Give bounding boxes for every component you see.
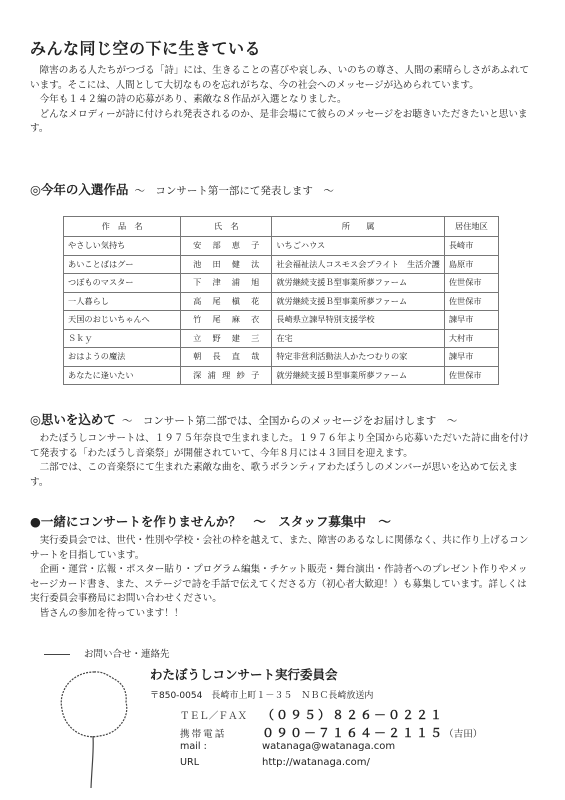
message-paragraph: 二部では、この音楽祭にて生まれた素敵な曲を、歌うボランティアわたぼうしのメンバーが思いを込めて伝えます。 [30,462,518,488]
author-name-cell: 池田健汰 [181,255,272,274]
phone-label: ＴＥＬ／ＦＡＸ [180,711,248,722]
section-heading-winners [30,180,334,198]
website-link[interactable]: http://watanaga.com/ [262,757,370,768]
author-name-cell: 深浦理紗子 [181,366,272,385]
winners-table-body [64,237,499,385]
affiliation-cell: 就労継続支援Ｂ型事業所夢ファーム [272,274,445,293]
affiliation-cell: 就労継続支援Ｂ型事業所夢ファーム [272,366,445,385]
postal-address: 〒850-0054 長崎市上町１－３５ ＮＢＣ長崎放送内 [150,691,374,701]
area-cell: 大村市 [444,329,498,348]
intro-paragraph: どんなメロディーが詩に付けられ発表されるのか、是非会場にて彼らのメッセージをお聴きいただきたいと思います。 [30,108,528,134]
staff-paragraph: 企画・運営・広報・ポスター貼り・プログラム編集・チケット販売・舞台演出・作詩者へのプレゼント作りやメッセージカード書き、また、ステージで詩を手話で伝えてくださる方（初心者大歓迎！）も募集しています。詳しくは実行委員会事務局にお問い合わせください。 [30,564,528,604]
affiliation-cell: 社会福祉法人コスモス会プライト 生活介護 [272,255,445,274]
message-paragraph: わたぼうしコンサートは、１９７５年奈良で生まれました。１９７６年より全国から応募いただいた詩に曲を付けて発表する「わたぼうし音楽祭」が開催されていて、今年８月には４３回目を迎えます。 [30,433,529,459]
work-title-cell: おはようの魔法 [64,348,181,367]
author-name-cell: 下津浦旭 [181,274,272,293]
work-title-cell: あいことばはグー [64,255,181,274]
area-cell: 島原市 [444,255,498,274]
area-cell: 佐世保市 [444,292,498,311]
dandelion-logo-icon [58,668,130,792]
message-text [30,432,535,490]
section-subtitle: ～ コンサート第二部では、全国からのメッセージをお届けします ～ [121,415,458,427]
work-title-cell: やさしい気持ち [64,237,181,256]
area-cell: 諫早市 [444,348,498,367]
page-title: みんな同じ空の下に生きている [30,39,262,58]
work-title-cell: つぼものマスター [64,274,181,293]
author-name-cell: 竹尾麻衣 [181,311,272,330]
table-header-row [64,217,499,237]
phone-number: （０９５）８２６－０２２１ [262,708,445,722]
winners-table [63,216,499,385]
author-name-cell: 朝長直哉 [181,348,272,367]
double-circle-icon: ◎ [30,182,41,197]
affiliation-cell: 在宅 [272,329,445,348]
author-name-cell: 安部恵子 [181,237,272,256]
table-row [64,274,499,293]
area-cell: 長崎市 [444,237,498,256]
area-cell: 諫早市 [444,311,498,330]
section-heading-message [30,410,457,428]
url-label: URL [180,757,200,768]
work-title-cell: Ｓｋｙ [64,329,181,348]
contact-mobile-row [180,724,482,741]
section-title: 今年の入選作品 [40,182,129,197]
work-title-cell: あなたに逢いたい [64,366,181,385]
table-row [64,348,499,367]
bullet-icon: ● [30,514,41,529]
section-heading-staff [30,512,391,530]
contact-mail-row [180,741,395,752]
column-header: 作 品 名 [64,217,181,237]
table-row [64,329,499,348]
email-link[interactable]: watanaga@watanaga.com [262,741,396,752]
section-title: 思いを込めて [40,412,116,427]
section-subtitle: ～ コンサート第一部にて発表します ～ [134,185,334,197]
table-row [64,237,499,256]
column-header: 居住地区 [444,217,498,237]
author-name-cell: 高尾槇花 [181,292,272,311]
affiliation-cell: いちごハウス [272,237,445,256]
divider [44,654,70,655]
table-row [64,366,499,385]
intro-text [30,64,535,137]
contact-heading: お問い合せ・連絡先 [30,646,170,660]
affiliation-cell: 特定非営利活動法人かたつむりの家 [272,348,445,367]
mobile-label: 携帯電話 [180,729,227,740]
column-header: 氏 名 [181,217,272,237]
intro-paragraph: 今年も１４２編の詩の応募があり、素敵な８作品が入選となりました。 [39,94,347,105]
staff-paragraph: 実行委員会では、世代・性別や学校・会社の枠を越えて、また、障害のあるなしに関係なく、共に作り上げるコンサートを目指しています。 [30,535,529,561]
table-row [64,255,499,274]
work-title-cell: 一人暮らし [64,292,181,311]
staff-text [30,534,535,621]
double-circle-icon: ◎ [30,412,41,427]
table-row [64,311,499,330]
staff-paragraph: 皆さんの参加を待っています！！ [39,607,184,619]
affiliation-cell: 長崎県立諫早特別支援学校 [272,311,445,330]
organization-name: わたぼうしコンサート実行委員会 [150,667,338,682]
author-name-cell: 立野建三 [181,329,272,348]
mail-label: mail : [180,741,207,752]
section-title: 一緒にコンサートを作りませんか？ ～ スタッフ募集中 ～ [40,514,391,529]
mobile-contact-person: （吉田） [444,729,483,740]
area-cell: 佐世保市 [444,274,498,293]
area-cell: 佐世保市 [444,366,498,385]
intro-paragraph: 障害のある人たちがつづる「詩」には、生きることの喜びや哀しみ、いのちの尊さ、人間の素晴らしさがあふれています。そこには、人間として大切なものを忘れがちな、今の社会へのメッセージが込められています。 [30,65,530,91]
column-header: 所 属 [272,217,445,237]
contact-phone-row [180,706,444,723]
affiliation-cell: 就労継続支援Ｂ型事業所夢ファーム [272,292,445,311]
mobile-number: ０９０－７１６４－２１１５ [262,726,445,740]
table-row [64,292,499,311]
contact-url-row [180,757,370,768]
work-title-cell: 天国のおじいちゃんへ [64,311,181,330]
